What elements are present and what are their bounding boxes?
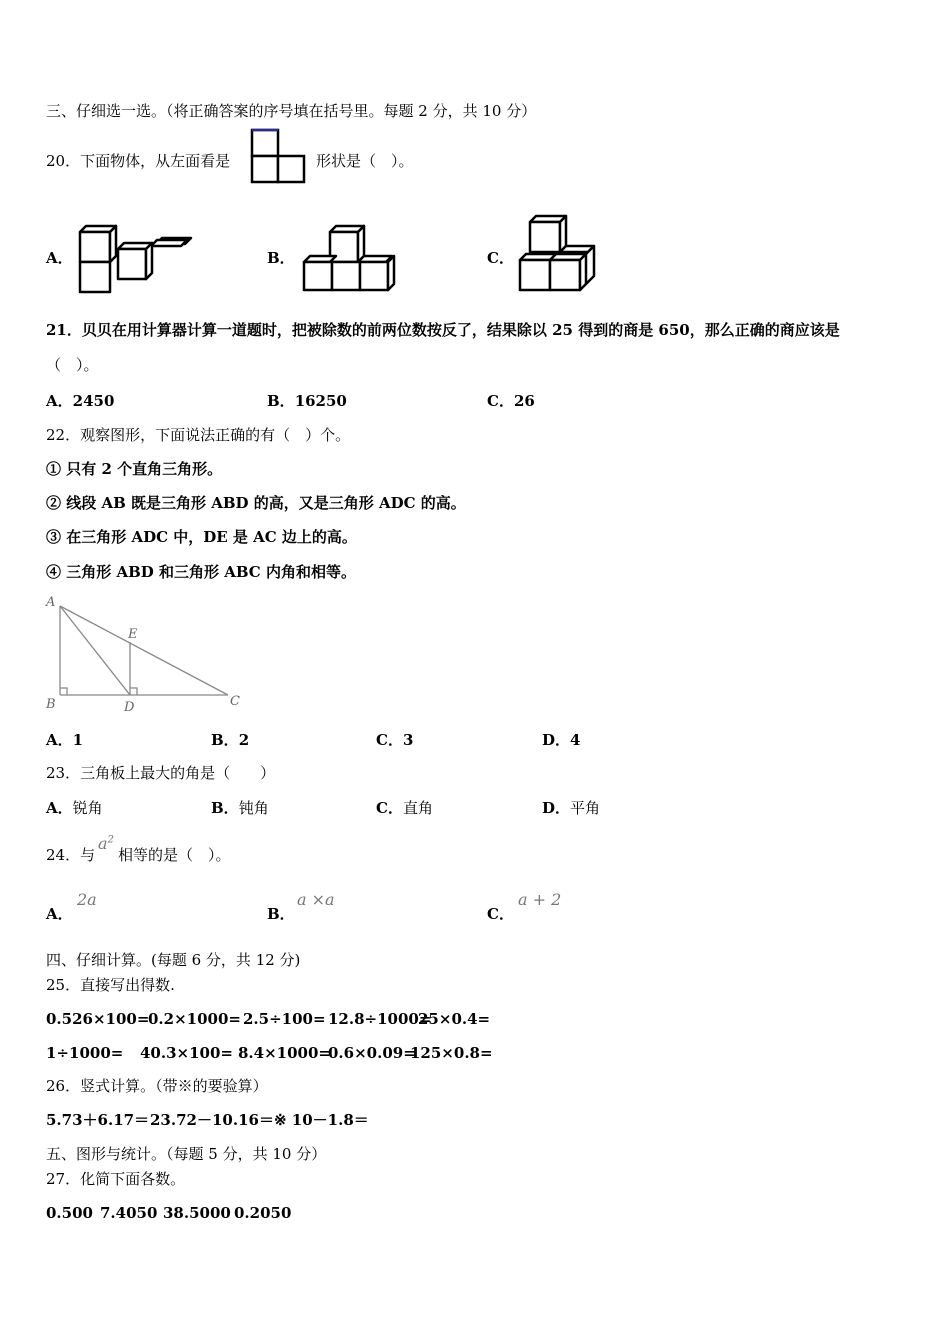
- q24-option-b-expr: a ×a: [297, 890, 335, 909]
- q24-option-c-label: C．: [487, 905, 514, 923]
- q24-option-b-label: B．: [267, 905, 295, 923]
- point-b-label: B: [46, 697, 56, 712]
- q25-r2-item-4: 0.6×0.09=: [328, 1044, 416, 1062]
- q27-stem: 27．化简下面各数。: [46, 1170, 186, 1188]
- q27-item-4: 0.2050: [234, 1204, 292, 1222]
- q24-option-a-expr: 2a: [77, 890, 97, 909]
- q20-option-a-cubes-icon: [78, 222, 158, 294]
- q25-r1-item-2: 0.2×1000=: [148, 1010, 241, 1028]
- q25-r2-item-5: 125×0.8=: [410, 1044, 493, 1062]
- q23-option-b: B．钝角: [211, 799, 269, 817]
- q21-option-b: B．16250: [267, 392, 347, 410]
- q22-option-a: A．1: [46, 731, 84, 749]
- q20-option-b-label: B．: [267, 249, 295, 267]
- q22-statement-3: ③ 在三角形 ADC 中，DE 是 AC 边上的高。: [46, 528, 357, 546]
- q22-statement-4: ④ 三角形 ABD 和三角形 ABC 内角和相等。: [46, 563, 356, 581]
- q26-stem: 26．竖式计算。（带※的要验算）: [46, 1077, 268, 1095]
- left-view-shape-icon: [250, 128, 308, 184]
- q22-option-c: C．3: [376, 731, 414, 749]
- q25-r1-item-4: 12.8÷1000=: [328, 1010, 432, 1028]
- point-c-label: C: [230, 694, 240, 709]
- q25-r1-item-3: 2.5÷100=: [243, 1010, 326, 1028]
- q24-stem-suffix: 相等的是（ ）。: [118, 846, 231, 864]
- q22-statement-1: ① 只有 2 个直角三角形。: [46, 460, 223, 478]
- q22-option-b: B．2: [211, 731, 250, 749]
- point-a-label: A: [46, 595, 56, 610]
- section-4-heading: 四、仔细计算。(每题 6 分，共 12 分): [46, 951, 301, 969]
- q26-item-2: 23.72－10.16＝: [150, 1111, 274, 1129]
- q27-item-3: 38.5000: [163, 1204, 231, 1222]
- q23-option-a: A．锐角: [46, 799, 103, 817]
- q25-r2-item-3: 8.4×1000=: [238, 1044, 331, 1062]
- section-3-heading: 三、仔细选一选。（将正确答案的序号填在括号里。每题 2 分，共 10 分）: [46, 102, 537, 120]
- q25-stem: 25．直接写出得数.: [46, 976, 175, 994]
- q20-option-c-label: C．: [487, 249, 514, 267]
- q20-option-b-cubes-icon: [302, 222, 402, 294]
- q23-option-c: C．直角: [376, 799, 433, 817]
- q27-item-1: 0.500: [46, 1204, 93, 1222]
- q21-stem-line1: 21．贝贝在用计算器计算一道题时，把被除数的前两位数按反了，结果除以 25 得到的商是 650，那么正确的商应该是: [46, 321, 840, 339]
- q27-item-2: 7.4050: [100, 1204, 158, 1222]
- q21-option-a: A．2450: [46, 392, 115, 410]
- q26-item-3: ※ 10－1.8＝: [274, 1111, 369, 1129]
- q25-r1-item-5: 25×0.4=: [418, 1010, 491, 1028]
- q25-r2-item-2: 40.3×100=: [140, 1044, 233, 1062]
- q24-option-a-label: A．: [46, 905, 73, 923]
- q20-option-a-label: A．: [46, 249, 73, 267]
- q22-option-d: D．4: [542, 731, 581, 749]
- point-e-label: E: [128, 627, 138, 642]
- q20-stem-suffix: 形状是（ ）。: [316, 152, 414, 170]
- q21-option-c: C．26: [487, 392, 535, 410]
- q24-stem-prefix: 24．与: [46, 846, 96, 864]
- q20-option-c-cubes-icon: [518, 214, 600, 294]
- q26-item-1: 5.73＋6.17＝: [46, 1111, 150, 1129]
- q20-stem-prefix: 20．下面物体，从左面看是: [46, 152, 231, 170]
- q21-stem-line2: （ ）。: [46, 356, 99, 374]
- q24-expr-a-squared: $a^2$: [98, 834, 114, 853]
- q25-r2-item-1: 1÷1000=: [46, 1044, 124, 1062]
- q22-statement-2: ② 线段 AB 既是三角形 ABD 的高，又是三角形 ADC 的高。: [46, 494, 466, 512]
- section-5-heading: 五、图形与统计。（每题 5 分，共 10 分）: [46, 1145, 327, 1163]
- q22-triangle-figure: [42, 594, 248, 718]
- point-d-label: D: [124, 700, 135, 715]
- q24-option-c-expr: a + 2: [518, 890, 562, 909]
- q23-option-d: D．平角: [542, 799, 601, 817]
- q22-stem: 22．观察图形，下面说法正确的有（ ）个。: [46, 426, 351, 444]
- q23-stem: 23．三角板上最大的角是（ ）: [46, 764, 276, 782]
- q25-r1-item-1: 0.526×100=: [46, 1010, 150, 1028]
